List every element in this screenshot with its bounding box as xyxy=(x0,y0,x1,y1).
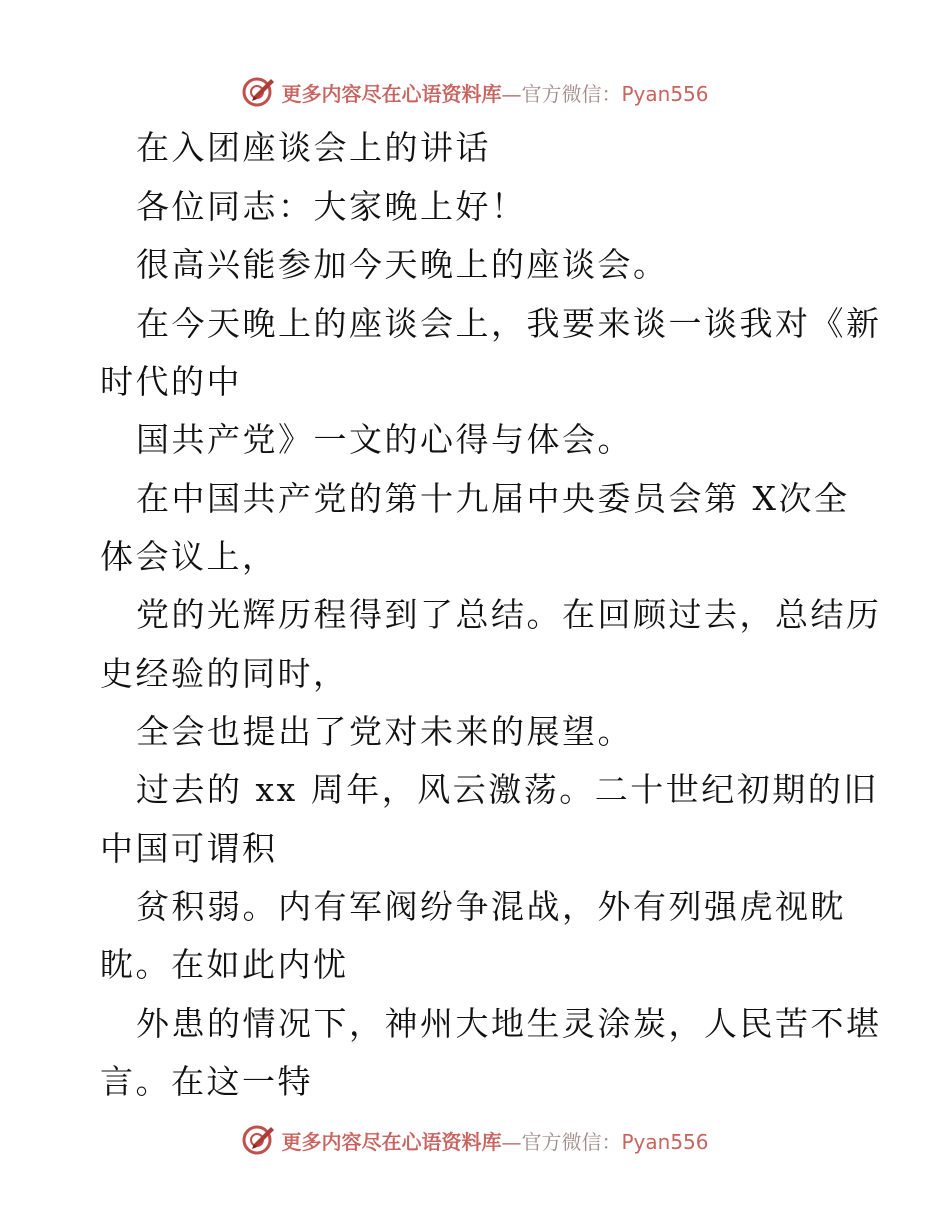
header-banner xyxy=(0,72,950,112)
pen-logo-icon xyxy=(241,74,277,110)
paragraph-line: 体会议上， xyxy=(100,537,278,576)
paragraph-line: 眈。在如此内忧 xyxy=(100,945,349,984)
paragraph-line: 很高兴能参加今天晚上的座谈会。 xyxy=(136,245,669,284)
wechat-id: Pyan556 xyxy=(621,81,709,106)
pen-logo-icon xyxy=(241,1122,277,1158)
promo-text xyxy=(281,1126,708,1155)
paragraph-line: 时代的中 xyxy=(100,362,242,401)
paragraph-line: 外患的情况下，神州大地生灵涂炭，人民苦不堪 xyxy=(136,1004,882,1043)
paragraph-line: 各位同志：大家晚上好！ xyxy=(136,187,527,226)
wechat-label: 官方微信： xyxy=(521,1129,622,1154)
promo-label: 更多内容尽在心语资料库 xyxy=(281,81,502,106)
paragraph-line: 过去的 xx 周年，风云激荡。二十世纪初期的旧 xyxy=(136,770,879,809)
paragraph-line: 在今天晚上的座谈会上，我要来谈一谈我对《新 xyxy=(136,304,882,343)
paragraph-line: 史经验的同时， xyxy=(100,654,349,693)
promo-label: 更多内容尽在心语资料库 xyxy=(281,1129,502,1154)
wechat-label: 官方微信： xyxy=(521,81,622,106)
paragraph-line: 全会也提出了党对未来的展望。 xyxy=(136,712,633,751)
document-title: 在入团座谈会上的讲话 xyxy=(136,128,491,167)
paragraph-line: 国共产党》一文的心得与体会。 xyxy=(136,420,633,459)
paragraph-line: 贫积弱。内有军阀纷争混战，外有列强虎视眈 xyxy=(136,887,846,926)
paragraph-line: 党的光辉历程得到了总结。在回顾过去，总结历 xyxy=(136,595,882,634)
promo-separator: — xyxy=(501,81,522,106)
footer-banner xyxy=(0,1120,950,1160)
promo-separator: — xyxy=(501,1129,522,1154)
wechat-id: Pyan556 xyxy=(621,1129,709,1154)
promo-text xyxy=(281,78,708,107)
paragraph-line: 言。在这一特 xyxy=(100,1062,313,1101)
paragraph-line: 中国可谓积 xyxy=(100,829,278,868)
paragraph-line: 在中国共产党的第十九届中央委员会第 X次全 xyxy=(136,479,850,518)
